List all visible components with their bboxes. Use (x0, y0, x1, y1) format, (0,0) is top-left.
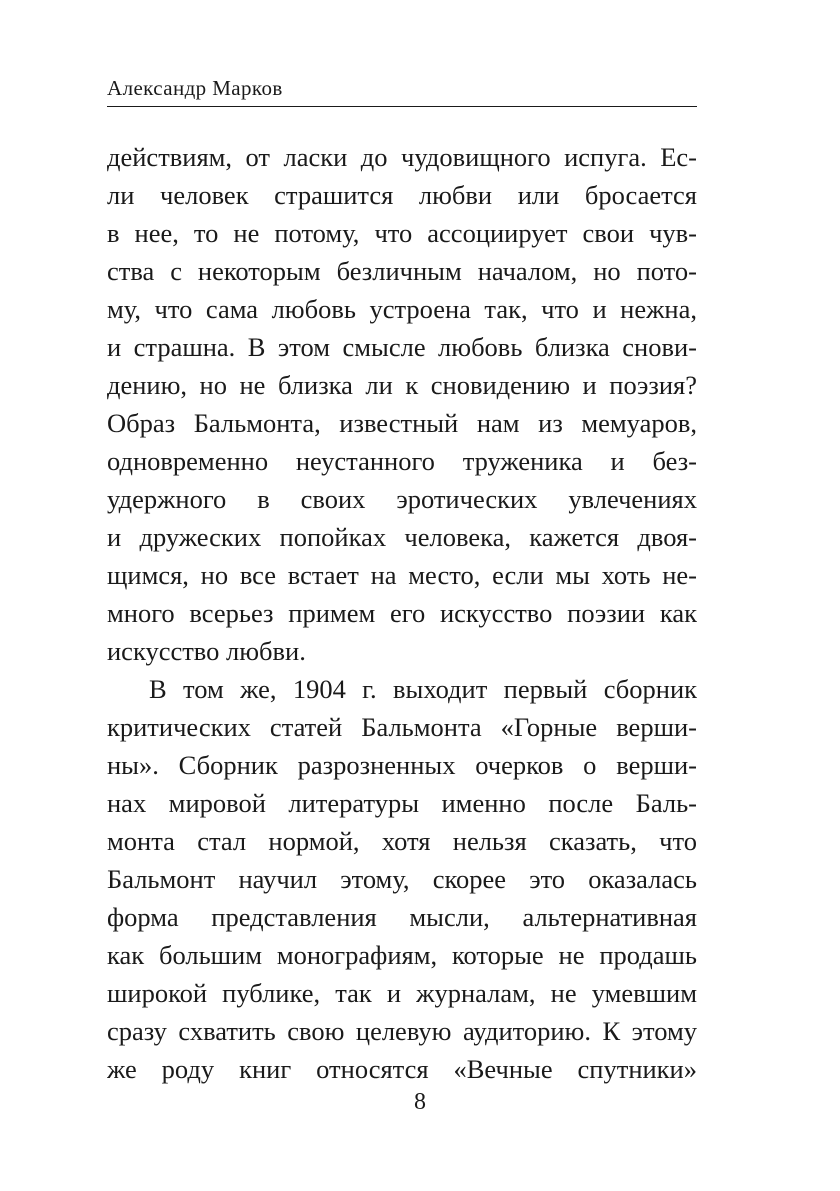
text-line: ны». Сборник разрозненных очерков о верши- (107, 750, 697, 780)
text-line: Образ Бальмонта, известный нам из мемуаров, (107, 408, 697, 438)
text-line: действиям, от ласки до чудовищного испуга. Ес- (107, 142, 697, 172)
running-title: Александр Марков (107, 76, 283, 100)
paragraph-1 (107, 138, 697, 670)
text-line: ли человек страшится любви или бросается (107, 180, 697, 210)
text-line: в нее, то не потому, что ассоциирует свои чув- (107, 218, 697, 248)
text-line: сразу схватить свою целевую аудиторию. К этому (107, 1016, 697, 1046)
page-number: 8 (414, 1089, 426, 1115)
text-line: и дружеских попойках человека, кажется двоя- (107, 522, 697, 552)
text-line: искусство любви. (107, 636, 306, 666)
running-head (107, 72, 697, 107)
text-line: много всерьез примем его искусство поэзии как (107, 598, 697, 628)
text-line: В том же, 1904 г. выходит первый сборник (149, 674, 697, 704)
text-line: как большим монографиям, которые не продашь (107, 940, 697, 970)
text-line: дению, но не близка ли к сновидению и поэзия? (107, 370, 697, 400)
text-line: широкой публике, так и журналам, не умевшим (107, 978, 697, 1008)
paragraph-2 (107, 670, 697, 1088)
text-line: монта стал нормой, хотя нельзя сказать, что (107, 826, 697, 856)
text-line: нах мировой литературы именно после Баль- (107, 788, 697, 818)
text-line: же роду книг относятся «Вечные спутники» (107, 1054, 697, 1084)
body-text (107, 138, 697, 1088)
text-line: критических статей Бальмонта «Горные верши- (107, 712, 697, 742)
text-line: форма представления мысли, альтернативная (107, 902, 697, 932)
text-line: и страшна. В этом смысле любовь близка снови- (107, 332, 697, 362)
text-line: удержного в своих эротических увлечениях (107, 484, 697, 514)
text-line: Бальмонт научил этому, скорее это оказалась (107, 864, 697, 894)
text-line: ства с некоторым безличным началом, но пото- (107, 256, 697, 286)
text-line: му, что сама любовь устроена так, что и нежна, (107, 294, 697, 324)
text-line: одновременно неустанного труженика и без- (107, 446, 697, 476)
text-line: щимся, но все встает на место, если мы хоть не- (107, 560, 697, 590)
